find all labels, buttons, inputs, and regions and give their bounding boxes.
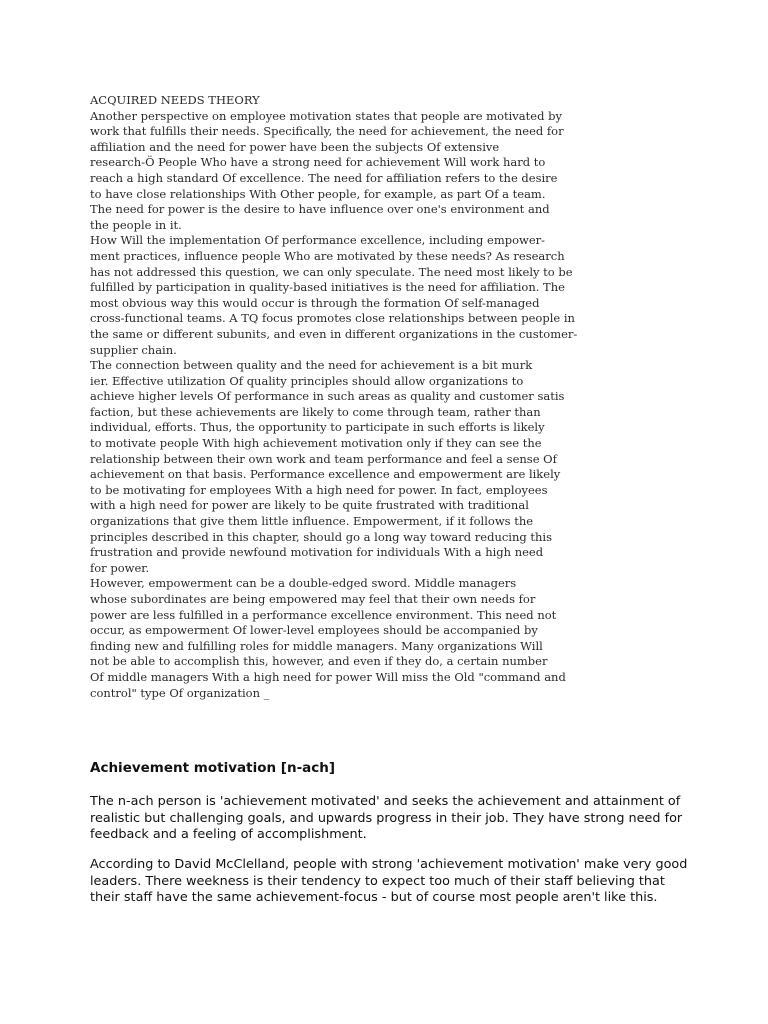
- ocr-line: to be motivating for employees With a high need for power. In fact, employees: [90, 482, 548, 497]
- ocr-line: The connection between quality and the need for achievement is a bit murk: [90, 358, 533, 373]
- paragraph-mcclelland: [90, 857, 690, 907]
- ocr-text-block: [90, 93, 578, 701]
- paragraph-line: their staff have the same achievement-focus - but of course most people aren't like this.: [90, 890, 658, 905]
- ocr-line: the same or different subunits, and even in different organizations in the customer-: [90, 326, 578, 341]
- paragraph-line: leaders. There weekness is their tendency to expect too much of their staff believing that: [90, 873, 665, 889]
- ocr-line: power are less fulfilled in a performance excellence environment. This need not: [90, 607, 557, 622]
- ocr-line: However, empowerment can be a double-edged sword. Middle managers: [90, 576, 517, 591]
- ocr-line: with a high need for power are likely to be quite frustrated with traditional: [90, 498, 529, 513]
- ocr-line: work that fulfills their needs. Specifically, the need for achievement, the need for: [90, 124, 564, 139]
- paragraph-n-ach-definition: [90, 794, 690, 844]
- ocr-line: occur, as empowerment Of lower-level employees should be accompanied by: [90, 623, 538, 638]
- ocr-line: fulfilled by participation in quality-based initiatives is the need for affiliation. The: [90, 280, 565, 295]
- ocr-line: achievement on that basis. Performance excellence and empowerment are likely: [90, 467, 561, 482]
- ocr-line: research-Ö People Who have a strong need for achievement Will work hard to: [90, 155, 546, 170]
- paragraph-line: The n-ach person is 'achievement motivated' and seeks the achievement and attainment of: [90, 794, 681, 809]
- ocr-line: principles described in this chapter, should go a long way toward reducing this: [90, 529, 553, 544]
- ocr-line: affiliation and the need for power have been the subjects Of extensive: [90, 139, 500, 154]
- ocr-line: has not addressed this question, we can only speculate. The need most likely to be: [90, 264, 573, 279]
- ocr-line: most obvious way this would occur is through the formation Of self-managed: [90, 295, 540, 310]
- ocr-line: for power.: [90, 560, 150, 575]
- ocr-line: The need for power is the desire to have influence over one's environment and: [90, 202, 550, 217]
- ocr-line: the people in it.: [90, 217, 182, 232]
- ocr-line: reach a high standard Of excellence. The need for affiliation refers to the desire: [90, 170, 558, 185]
- ocr-line: achieve higher levels Of performance in such areas as quality and customer satis: [90, 389, 565, 404]
- ocr-line: ment practices, influence people Who are motivated by these needs? As research: [90, 248, 565, 263]
- ocr-line: Of middle managers With a high need for power Will miss the Old "command and: [90, 669, 566, 684]
- ocr-line: faction, but these achievements are likely to come through team, rather than: [90, 404, 541, 419]
- ocr-line: cross-functional teams. A TQ focus promotes close relationships between people in: [90, 311, 575, 326]
- ocr-line: Another perspective on employee motivation states that people are motivated by: [90, 108, 562, 123]
- paragraph-line: According to David McClelland, people with strong 'achievement motivation' make very good: [90, 857, 688, 872]
- ocr-line: How Will the implementation Of performance excellence, including empower-: [90, 233, 546, 248]
- ocr-line: organizations that give them little influence. Empowerment, if it follows the: [90, 514, 534, 529]
- section-heading: Achievement motivation [n-ach]: [90, 760, 336, 776]
- ocr-line: individual, efforts. Thus, the opportunity to participate in such efforts is likely: [90, 420, 545, 435]
- ocr-line: not be able to accomplish this, however, and even if they do, a certain number: [90, 654, 548, 669]
- ocr-line: frustration and provide newfound motivation for individuals With a high need: [90, 545, 544, 560]
- paragraph-line: realistic but challenging goals, and upwards progress in their job. They have strong need for: [90, 810, 683, 826]
- ocr-heading: ACQUIRED NEEDS THEORY: [90, 93, 260, 107]
- ocr-line: finding new and fulfilling roles for middle managers. Many organizations Will: [90, 638, 543, 653]
- ocr-line: whose subordinates are being empowered may feel that their own needs for: [90, 592, 536, 606]
- paragraph-line: feedback and a feeling of accomplishment.: [90, 827, 367, 842]
- ocr-line: supplier chain.: [90, 342, 177, 357]
- ocr-line: relationship between their own work and team performance and feel a sense Of: [90, 451, 557, 466]
- ocr-line: to have close relationships With Other people, for example, as part Of a team.: [90, 186, 546, 201]
- ocr-line: ier. Effective utilization Of quality principles should allow organizations to: [90, 373, 524, 388]
- ocr-line: control" type Of organization _: [90, 685, 270, 700]
- ocr-line: to motivate people With high achievement motivation only if they can see the: [90, 436, 542, 451]
